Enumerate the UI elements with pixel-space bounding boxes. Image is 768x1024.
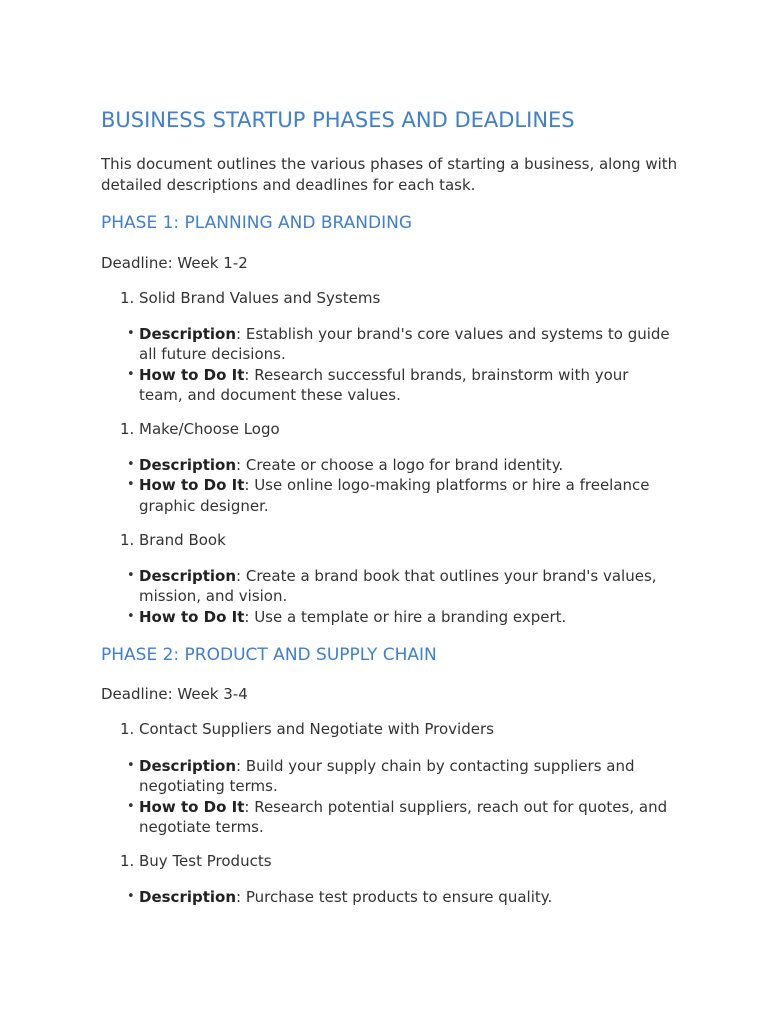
description-label: Description — [139, 325, 237, 343]
description-bullet — [127, 887, 672, 907]
description-label: Description — [139, 888, 237, 906]
description-text: : Create or choose a logo for brand identity. — [236, 456, 564, 474]
task-name: Brand Book — [139, 531, 226, 549]
description-label: Description — [139, 567, 237, 585]
how-to-label: How to Do It — [139, 607, 245, 626]
description-text: : Create a brand book that outlines your brand's values, mission, and vision. — [139, 567, 657, 606]
how-to-text: : Research potential suppliers, reach out for quotes, and negotiate terms. — [139, 797, 668, 836]
how-to-bullet — [127, 797, 672, 838]
how-to-text: : Use a template or hire a branding expert. — [244, 607, 567, 626]
task-name: Make/Choose Logo — [139, 420, 280, 438]
intro-paragraph: This document outlines the various phases of starting a business, along with detailed descriptions and deadlines for each task. — [101, 155, 678, 194]
task-number: 1. — [120, 852, 135, 870]
task-item — [120, 852, 272, 870]
task-number: 1. — [120, 531, 135, 549]
task-details — [127, 756, 672, 837]
task-item — [120, 289, 380, 307]
task-item — [120, 531, 226, 549]
how-to-bullet — [127, 607, 672, 627]
task-item — [120, 720, 494, 738]
how-to-label: How to Do It — [139, 797, 245, 816]
task-number: 1. — [120, 420, 135, 438]
phase-2-heading: PHASE 2: PRODUCT AND SUPPLY CHAIN — [101, 645, 437, 665]
how-to-bullet — [127, 475, 672, 516]
phase-2-deadline: Deadline: Week 3-4 — [101, 685, 248, 703]
task-details — [127, 566, 672, 627]
phase-1-deadline: Deadline: Week 1-2 — [101, 254, 248, 272]
task-details — [127, 324, 672, 405]
description-label: Description — [139, 757, 237, 775]
description-bullet — [127, 455, 672, 475]
task-number: 1. — [120, 720, 135, 738]
description-label: Description — [139, 456, 237, 474]
document-title: BUSINESS STARTUP PHASES AND DEADLINES — [101, 108, 575, 132]
task-details — [127, 887, 672, 907]
description-text: : Build your supply chain by contacting suppliers and negotiating terms. — [139, 757, 635, 796]
how-to-text: : Research successful brands, brainstorm with your team, and document these values. — [139, 365, 629, 404]
task-item — [120, 420, 280, 438]
how-to-label: How to Do It — [139, 365, 245, 384]
description-bullet — [127, 324, 672, 365]
how-to-text: : Use online logo-making platforms or hire a freelance graphic designer. — [139, 476, 650, 515]
task-name: Buy Test Products — [139, 852, 272, 870]
description-text: : Purchase test products to ensure quality. — [236, 888, 553, 906]
how-to-bullet — [127, 365, 672, 406]
description-text: : Establish your brand's core values and systems to guide all future decisions. — [139, 325, 670, 364]
task-number: 1. — [120, 289, 135, 307]
task-name: Solid Brand Values and Systems — [139, 289, 381, 307]
description-bullet — [127, 566, 672, 607]
how-to-label: How to Do It — [139, 476, 245, 495]
phase-1-heading: PHASE 1: PLANNING AND BRANDING — [101, 213, 412, 233]
description-bullet — [127, 756, 672, 797]
task-name: Contact Suppliers and Negotiate with Providers — [139, 720, 494, 738]
task-details — [127, 455, 672, 516]
